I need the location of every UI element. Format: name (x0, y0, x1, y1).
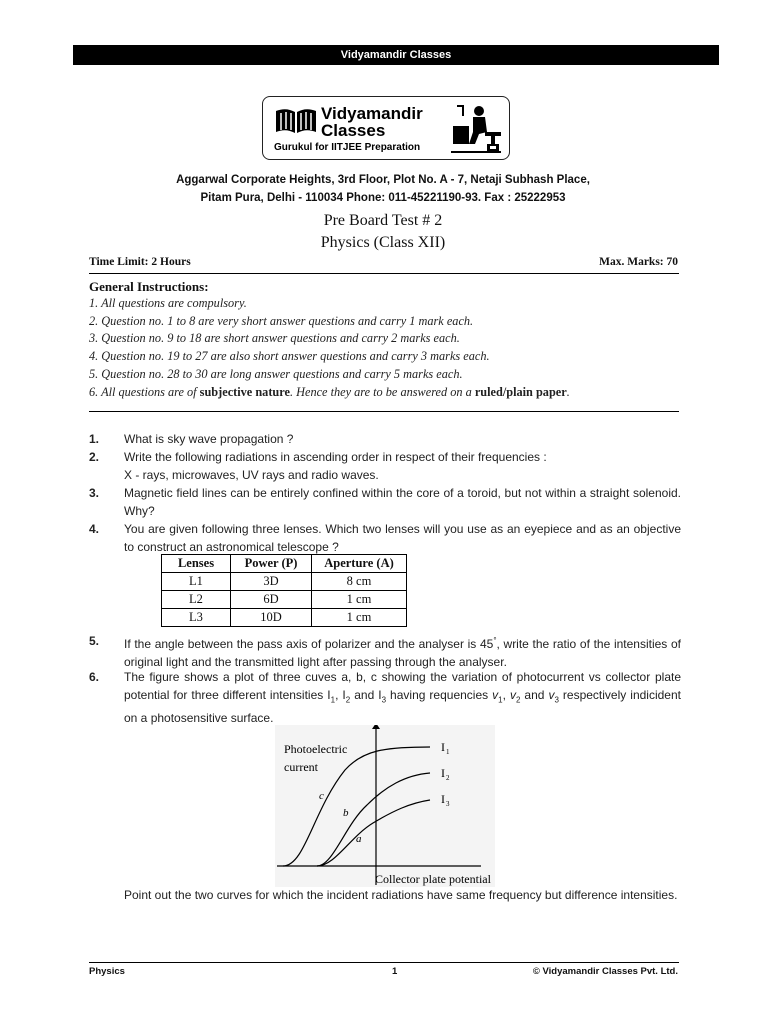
question-text: You are given following three lenses. Which two lenses will you use as an eyepiece and as an objective to construct an astronomical telescope ? (124, 522, 681, 554)
curve-label: b (343, 807, 349, 819)
instruction-6b: subjective nature (199, 385, 290, 399)
curve-label: a (356, 833, 362, 845)
subscript: 1 (498, 695, 503, 705)
instruction-6e: . (566, 385, 570, 399)
table-header: Aperture (A) (312, 555, 407, 573)
intensity-sub: 2 (446, 774, 450, 782)
question-text: Point out the two curves for which the incident radiations have same frequency but difference intensities. (124, 888, 678, 902)
question-text-b: having requencies (386, 688, 493, 702)
instruction-item: 3. Question no. 9 to 18 are short answer questions and carry 2 marks each. (89, 331, 460, 345)
table-cell: 3D (231, 573, 312, 591)
max-marks: Max. Marks: 70 (599, 256, 678, 268)
instruction-item: 4. Question no. 19 to 27 are also short answer questions and carry 3 marks each. (89, 349, 490, 363)
subscript: 3 (381, 695, 387, 705)
question-text-c: and (520, 688, 549, 702)
table-cell: 8 cm (312, 573, 407, 591)
table-cell: 1 cm (312, 591, 407, 609)
table-cell: L2 (162, 591, 231, 609)
table-cell: L1 (162, 573, 231, 591)
logo-tagline: Gurukul for IITJEE Preparation (274, 142, 421, 153)
separator: , I (335, 688, 346, 702)
subscript: 3 (554, 695, 559, 705)
instruction-item: 1. All questions are compulsory. (89, 296, 247, 310)
question-text: What is sky wave propagation ? (124, 432, 294, 446)
table-cell: 10D (231, 609, 312, 627)
lens-table (161, 554, 407, 627)
separator: and I (350, 688, 382, 702)
subscript: 1 (330, 695, 336, 705)
table-header: Lenses (162, 555, 231, 573)
subscript: 2 (345, 695, 351, 705)
question-text-d: respectively indicident on a photosensitive surface. (124, 688, 681, 726)
footer-copyright: © Vidyamandir Classes Pvt. Ltd. (532, 966, 678, 977)
question-4 (89, 520, 681, 556)
table-cell: 1 cm (312, 609, 407, 627)
question-number: 6. (89, 670, 100, 684)
address-line-1: Aggarwal Corporate Heights, 3rd Floor, Plot No. A - 7, Netaji Subhash Place, (176, 174, 590, 186)
page-number: 1 (392, 966, 398, 977)
question-text (124, 632, 681, 671)
logo-name (321, 105, 423, 139)
footer-subject: Physics (89, 966, 125, 977)
y-axis-label: Photoelectric (284, 742, 348, 756)
curve-label: c (319, 790, 324, 802)
instruction-item: 5. Question no. 28 to 30 are long answer questions and carry 5 marks each. (89, 367, 463, 381)
address-line-2: Pitam Pura, Delhi - 110034 Phone: 011-45221190-93. Fax : 25222953 (200, 192, 566, 204)
question-6-prompt (89, 886, 681, 904)
degree-sign: ° (493, 636, 497, 645)
table-header-row (162, 555, 407, 573)
logo-name-line1: Vidyamandir (321, 104, 423, 123)
question-1 (89, 430, 681, 448)
instruction-item: 2. Question no. 1 to 8 are very short answer questions and carry 1 mark each. (89, 314, 474, 328)
test-subtitle: Physics (Class XII) (320, 234, 446, 251)
question-text: Magnetic field lines can be entirely confined within the core of a toroid, but not within a straight solenoid. Why? (124, 486, 681, 518)
book-icon (274, 107, 318, 135)
intensity-sub: 1 (446, 748, 450, 756)
instruction-item (89, 385, 570, 400)
table-header: Power (P) (231, 555, 312, 573)
question-5 (89, 632, 681, 671)
intensity-label: I (441, 792, 445, 806)
divider (89, 273, 679, 274)
question-number: 1. (89, 432, 100, 446)
test-title: Pre Board Test # 2 (323, 212, 443, 229)
student-at-desk-icon (449, 102, 503, 154)
intensity-sub: 3 (446, 800, 450, 808)
question-number: 5. (89, 634, 100, 648)
question-text-a: If the angle between the pass axis of polarizer and the analyser is 45 (124, 637, 494, 651)
x-axis-label: Collector plate potential (375, 872, 491, 886)
symbol-v: v (548, 688, 555, 702)
table-cell: L3 (162, 609, 231, 627)
instructions-heading: General Instructions: (89, 279, 209, 294)
footer-divider (89, 962, 679, 963)
intensity-label: I (441, 740, 445, 754)
photocurrent-figure (275, 725, 495, 887)
table-row (162, 591, 407, 609)
instruction-6c: . Hence they are to be answered on a (289, 385, 475, 399)
intensity-label: I (441, 766, 445, 780)
question-3 (89, 484, 681, 520)
question-text-a: The figure shows a plot of three cuves a, b, c showing the variation of photocurrent vs collector plate potential for three different intensities I (124, 670, 681, 702)
question-number: 3. (89, 486, 100, 500)
logo-name-line2: Classes (321, 121, 386, 140)
question-number: 2. (89, 450, 100, 464)
separator: , (502, 688, 510, 702)
question-6 (89, 668, 681, 727)
header-bar: Vidyamandir Classes (73, 45, 719, 65)
question-text-b: , write the ratio of the intensities of original light and the transmitted light after passing through the analyser. (124, 637, 681, 669)
question-text-line2: X - rays, microwaves, UV rays and radio waves. (124, 468, 379, 482)
instruction-6a: 6. All questions are of (89, 385, 200, 399)
table-row (162, 609, 407, 627)
symbol-v: v (492, 688, 499, 702)
time-limit: Time Limit: 2 Hours (89, 256, 191, 268)
table-cell: 6D (231, 591, 312, 609)
divider (89, 411, 679, 412)
subscript: 2 (515, 695, 521, 705)
question-text (124, 668, 681, 727)
symbol-v: v (509, 688, 516, 702)
question-number: 4. (89, 522, 100, 536)
instruction-6d: ruled/plain paper (474, 385, 567, 399)
question-2 (89, 448, 681, 484)
y-axis-label: current (284, 760, 318, 774)
logo (262, 96, 510, 160)
question-text: Write the following radiations in ascending order in respect of their frequencies : (124, 450, 547, 464)
table-row (162, 573, 407, 591)
